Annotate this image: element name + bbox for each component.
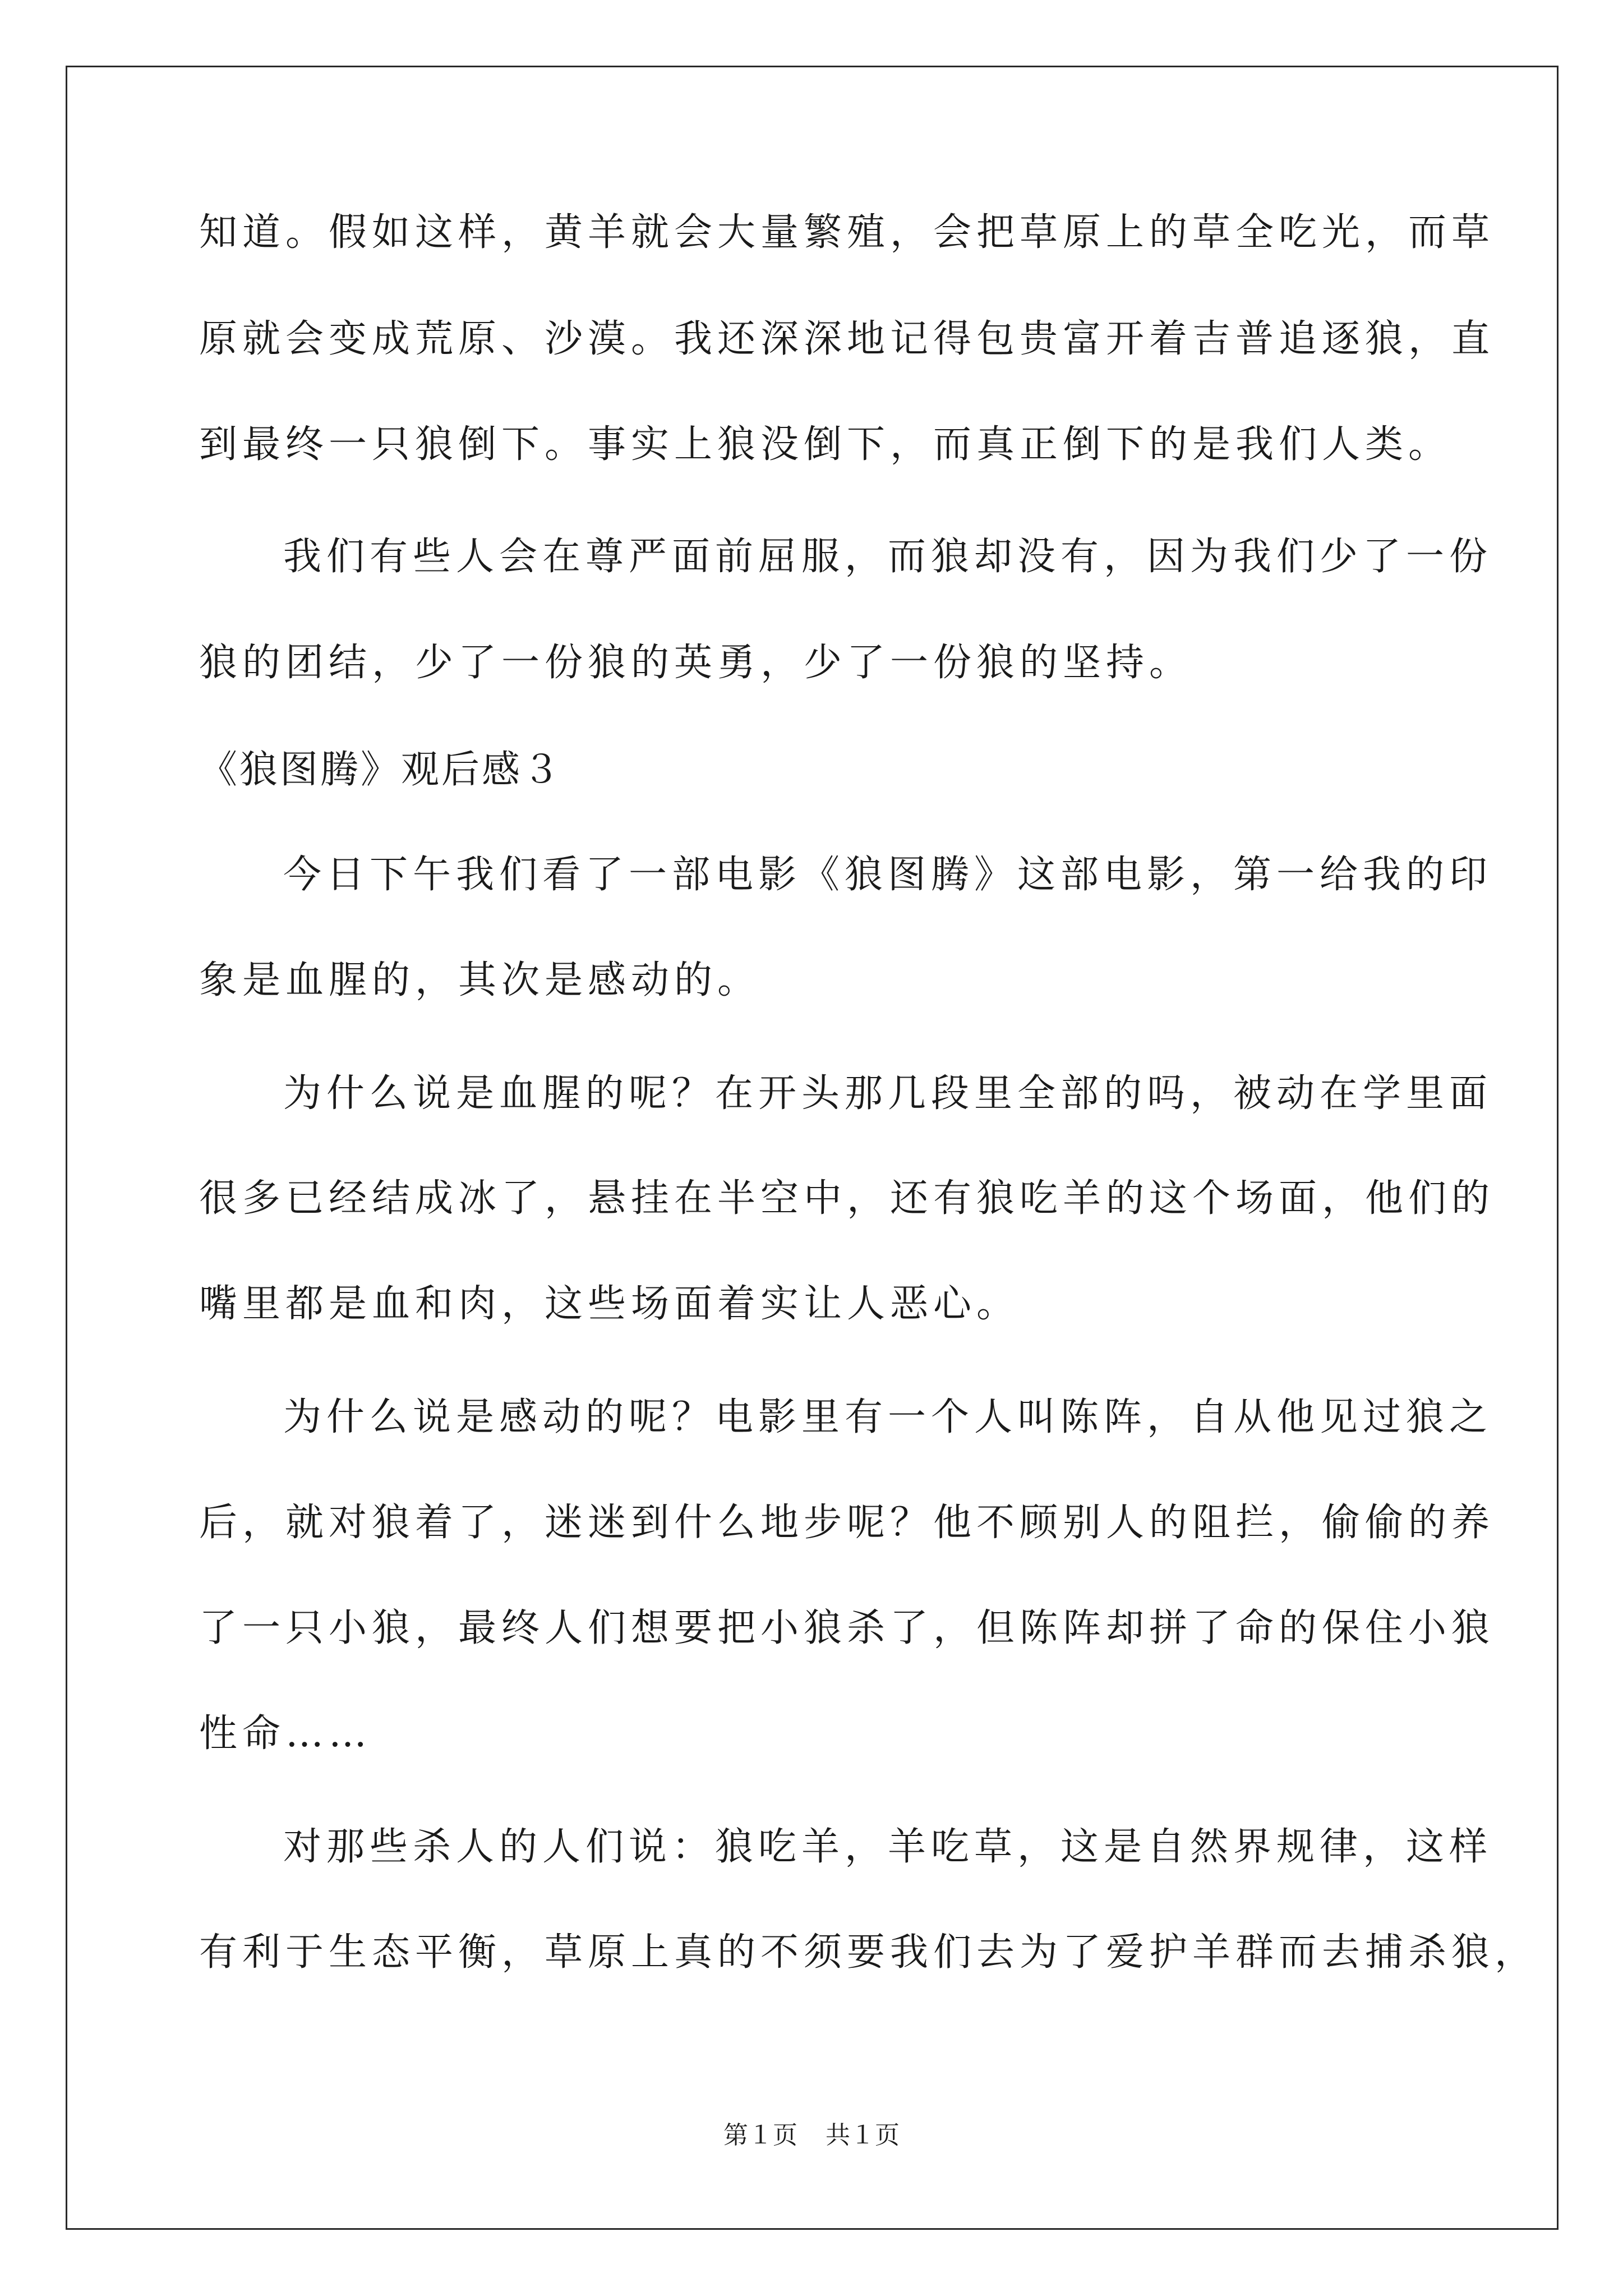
page-border <box>66 66 1559 2230</box>
paragraph-first-line: 我们有些人会在尊严面前屈服，而狼却没有，因为我们少了一份 <box>283 535 1493 579</box>
text-line: 知道。假如这样，黄羊就会大量繁殖，会把草原上的草全吃光，而草 <box>199 210 1495 255</box>
page-total: 共１页 <box>826 2122 900 2149</box>
page-footer <box>0 2115 1623 2151</box>
page-number: 第１页 <box>723 2122 797 2149</box>
paragraph-first-line: 为什么说是血腥的呢？在开头那几段里全部的吗，被动在学里面 <box>283 1071 1493 1116</box>
text-line: 象是血腥的，其次是感动的。 <box>199 958 761 1002</box>
text-line: 有利于生态平衡，草原上真的不须要我们去为了爱护羊群而去捕杀狼， <box>199 1930 1538 1975</box>
paragraph-first-line: 为什么说是感动的呢？电影里有一个人叫陈阵，自从他见过狼之 <box>283 1395 1493 1439</box>
text-line: 狼的团结，少了一份狼的英勇，少了一份狼的坚持。 <box>199 641 1193 685</box>
text-line: 性命…… <box>199 1711 372 1756</box>
text-line: 原就会变成荒原、沙漠。我还深深地记得包贵富开着吉普追逐狼，直 <box>199 317 1495 361</box>
paragraph-first-line: 今日下午我们看了一部电影《狼图腾》这部电影，第一给我的印 <box>283 853 1493 897</box>
paragraph-first-line: 对那些杀人的人们说：狼吃羊，羊吃草，这是自然界规律，这样 <box>283 1825 1493 1869</box>
section-heading: 《狼图腾》观后感３ <box>199 748 563 792</box>
text-line: 到最终一只狼倒下。事实上狼没倒下，而真正倒下的是我们人类。 <box>199 422 1452 467</box>
text-line: 很多已经结成冰了，悬挂在半空中，还有狼吃羊的这个场面，他们的 <box>199 1176 1495 1221</box>
text-line: 嘴里都是血和肉，这些场面着实让人恶心。 <box>199 1282 1020 1326</box>
text-line: 了一只小狼，最终人们想要把小狼杀了，但陈阵却拼了命的保住小狼 <box>199 1606 1495 1650</box>
text-line: 后，就对狼着了，迷迷到什么地步呢？他不顾别人的阻拦，偷偷的养 <box>199 1501 1495 1545</box>
